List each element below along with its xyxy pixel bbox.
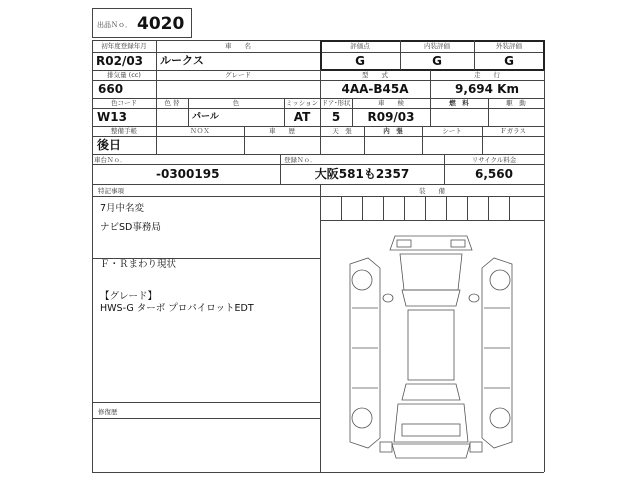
row5-label-line [92, 164, 544, 165]
note-line-1: 7月中名変 [100, 203, 145, 214]
front-left-lamp [397, 240, 411, 247]
repair-history-title: 修復歴 [98, 408, 118, 416]
chassis-number-label: 車台Ｎｏ． [94, 156, 127, 164]
score-box-bottom [320, 69, 544, 71]
lot-number-box [92, 8, 192, 38]
score-value: G [355, 54, 365, 68]
recycle-fee-value: 6,560 [475, 167, 513, 181]
equip-cell [404, 196, 405, 220]
equip-cell [467, 196, 468, 220]
exterior-score-label: 外装評価 [496, 42, 522, 50]
nox-label: ＮＯＸ [190, 127, 210, 135]
color-label: 色 [232, 99, 240, 107]
maintenance-book-value: 後日 [97, 138, 122, 152]
equip-cell [362, 196, 363, 220]
car-history-label: 車 歴 [269, 127, 295, 135]
color-value: パール [192, 112, 219, 122]
right-rear-wheel [490, 408, 510, 428]
seat-label: シート [442, 127, 462, 135]
maintenance-book-label: 整備手帳 [111, 127, 137, 135]
year-label: 初年度登録年月 [101, 42, 147, 50]
mileage-value: 9,694 Km [455, 82, 519, 96]
roof-shape [408, 310, 454, 380]
inspection-label: 車 検 [378, 99, 404, 107]
equip-cell [341, 196, 342, 220]
mission-label: ミッション [285, 99, 319, 107]
exterior-score-value: G [504, 54, 514, 68]
note-line-3: Ｆ・Ｒまわり現状 [100, 259, 177, 270]
equipment-title: 装 備 [419, 187, 445, 195]
fuel-label: 燃 料 [449, 99, 469, 107]
hood-shape [400, 254, 462, 290]
notes-divider-2 [92, 402, 320, 403]
section-header-line [92, 196, 544, 197]
lot-number-label: 出品Ｎｏ． [97, 21, 132, 29]
right-front-wheel [490, 270, 510, 290]
rear-window-shape [402, 384, 460, 400]
row4-bottom-line [92, 154, 544, 155]
rear-left-lamp [380, 442, 392, 452]
rear-right-lamp [470, 442, 482, 452]
row3-label-line [92, 108, 544, 109]
displacement-value: 660 [98, 82, 124, 96]
model-label: 型 式 [362, 71, 388, 79]
row1-label-line [92, 52, 544, 53]
row3-bottom-line [92, 126, 544, 127]
color-change-label: 色 替 [164, 99, 180, 107]
note-line-2: ナビSD事務局 [100, 222, 161, 233]
equip-cell [509, 196, 510, 220]
sheet-right-border [544, 40, 545, 472]
rear-plate-area [402, 424, 460, 436]
drive-label: 駆 動 [506, 99, 526, 107]
row2-bottom-line [92, 98, 544, 99]
right-mirror [469, 294, 479, 302]
windshield-shape [402, 290, 460, 306]
score-label: 評価点 [350, 42, 370, 50]
color-code-label: 色コード [111, 99, 137, 107]
interior-score-label: 内装評価 [424, 42, 450, 50]
equip-cell [425, 196, 426, 220]
rear-bumper-shape [392, 444, 470, 458]
color-code-value: W13 [97, 110, 127, 124]
sunroof-label: 天 張 [332, 127, 352, 135]
front-bumper-shape [390, 236, 472, 250]
door-label: ドア･形状 [321, 99, 351, 107]
equip-cell [488, 196, 489, 220]
note-line-4: 【グレード】 [100, 291, 158, 302]
door-value: 5 [331, 110, 341, 124]
front-glass-label: Ｆガラス [500, 127, 526, 135]
row5-bottom-line [92, 184, 544, 185]
repair-header-line [92, 418, 320, 419]
equip-grid-bottom [320, 220, 544, 221]
notes-title: 特記事項 [98, 187, 124, 195]
lot-number-value: 4020 [137, 14, 185, 34]
left-mirror [383, 294, 393, 302]
car-diagram [340, 228, 522, 464]
row4-label-line [92, 136, 544, 137]
registration-number-label: 登録Ｎｏ． [284, 156, 317, 164]
equip-cell [383, 196, 384, 220]
year-value: R02/03 [96, 54, 144, 68]
recycle-fee-label: リサイクル料金 [471, 156, 517, 164]
left-front-wheel [352, 270, 372, 290]
mission-value: AT [293, 110, 311, 124]
row2-label-line [92, 80, 544, 81]
interior-lining-label: 内 張 [383, 127, 403, 135]
chassis-number-value: -0300195 [156, 167, 220, 181]
model-value: 4AA-B45A [341, 82, 409, 96]
note-line-5: HWS-G ターボ プロパイロットEDT [100, 303, 254, 314]
interior-score-value: G [432, 54, 442, 68]
car-name-label: 車 名 [225, 42, 251, 50]
displacement-label: 排気量 (cc) [107, 71, 141, 79]
sheet-bottom-border [92, 472, 544, 473]
front-right-lamp [451, 240, 465, 247]
lower-split [320, 184, 321, 472]
grade-label: グレード [225, 71, 251, 79]
car-name-value: ルークス [160, 54, 204, 67]
mileage-label: 走 行 [474, 71, 500, 79]
registration-number-value: 大阪581も2357 [314, 167, 410, 181]
inspection-value: R09/03 [367, 110, 415, 124]
left-rear-wheel [352, 408, 372, 428]
equip-cell [446, 196, 447, 220]
